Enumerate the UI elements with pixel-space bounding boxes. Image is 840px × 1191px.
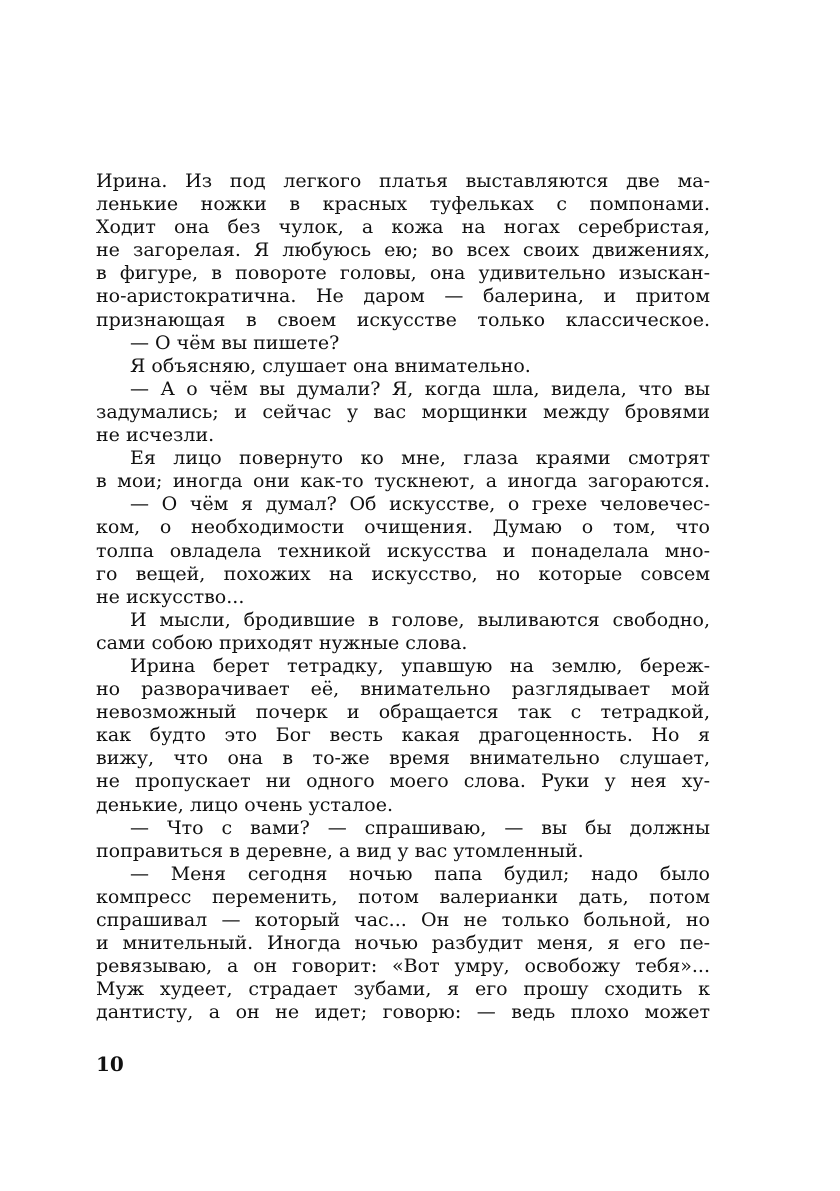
text-line: Муж худеет, страдает зубами, я его прошу сходить к [96,978,710,1001]
text-line: Ея лицо повернуто ко мне, глаза краями смотрят [130,447,710,470]
text-line: компресс переменить, потом валерианки дать, потом [96,885,710,908]
text-line: — Что с вами? — спрашиваю, — вы бы должны [130,816,710,839]
text-line: в фигуре, в повороте головы, она удивительно изыскан- [96,262,710,285]
text-line: ленькие ножки в красных туфельках с помпонами. [96,193,710,216]
text-line: Ходит она без чулок, а кожа на ногах серебристая, [96,216,710,239]
text-line: дантисту, а он не идет; говорю: — ведь плохо может [96,1001,710,1024]
text-line: — А о чём вы думали? Я, когда шла, видела, что вы [130,377,710,400]
text-line: толпа овладела техникой искусства и понаделала мно- [96,539,710,562]
text-line: но разворачивает её, внимательно разглядывает мой [96,678,710,701]
text-line: денькие, лицо очень усталое. [96,793,393,816]
text-line: и мнительный. Иногда ночью разбудит меня, я его пе- [96,932,710,955]
text-line: спрашивал — который час... Он не только больной, но [96,909,710,931]
text-line: — О чём вы пишете? [130,331,340,354]
text-line: задумались; и сейчас у вас морщинки между бровями [96,400,710,423]
text-line: ревязываю, а он говорит: «Вот умру, освобожу тебя»... [96,955,710,978]
text-line: — О чём я думал? Об искусстве, о грехе человечес- [130,493,710,516]
text-line: И мысли, бродившие в голове, выливаются свободно, [130,608,710,631]
text-line: не загорелая. Я любуюсь ею; во всех своих движениях, [96,239,710,262]
text-line: ком, о необходимости очищения. Думаю о том, что [96,516,710,539]
text-line: признающая в своем искусстве только классическое. [96,308,710,331]
text-line: поправиться в деревне, а вид у вас утомленный. [96,839,584,862]
body-text [96,170,710,1024]
text-line: невозможный почерк и обращается так с тетрадкой, [96,701,710,724]
text-line: го вещей, похожих на искусство, но которые совсем [96,562,710,585]
text-line: но-аристократична. Не даром — балерина, и притом [96,285,710,308]
text-line: не искусство... [96,585,245,608]
text-line: Я объясняю, слушает она внимательно. [130,354,531,377]
text-line: как будто это Бог весть какая драгоценность. Но я [96,724,710,747]
text-line: не исчезли. [96,424,215,447]
text-line: сами собою приходят нужные слова. [96,631,468,654]
text-line: вижу, что она в то-же время внимательно слушает, [96,747,710,770]
text-line: не пропускает ни одного моего слова. Руки у нея ху- [96,770,710,793]
page-number: 10 [96,1052,124,1076]
text-line: — Меня сегодня ночью папа будил; надо было [130,862,710,885]
text-line: Ирина берет тетрадку, упавшую на землю, береж- [130,654,710,677]
text-line: Ирина. Из под легкого платья выставляются две ма- [96,170,710,192]
text-line: в мои; иногда они как-то тускнеют, а иногда загораются. [96,470,710,493]
